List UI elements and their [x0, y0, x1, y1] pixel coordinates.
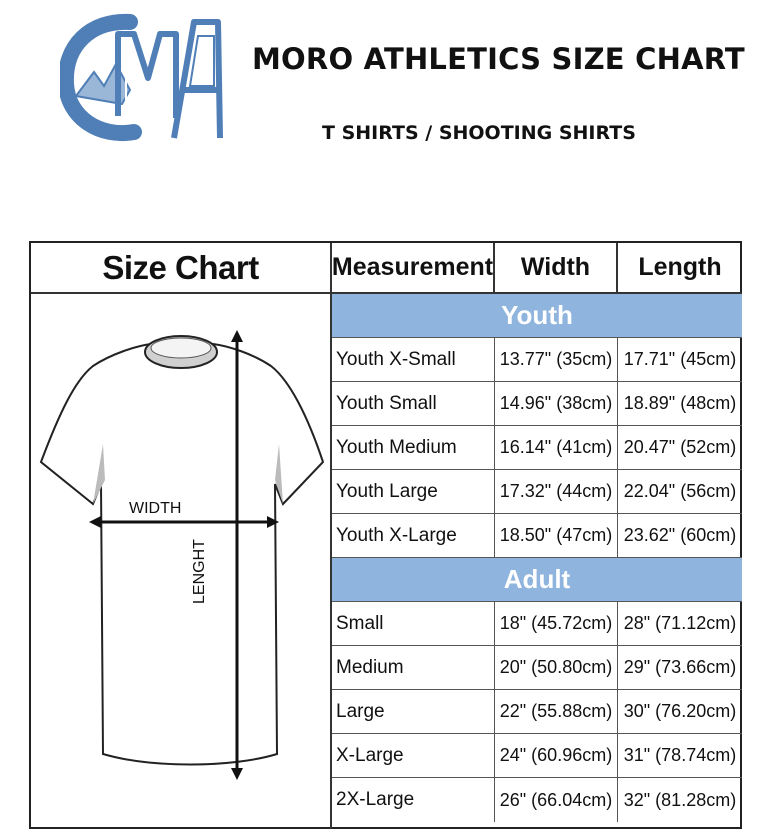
section-header-youth: Youth	[332, 294, 742, 338]
size-length: 18.89" (48cm)	[623, 393, 737, 413]
size-name: Youth Large	[332, 470, 495, 513]
size-width: 14.96" (38cm)	[495, 382, 618, 425]
size-width: 18" (45.72cm)	[495, 602, 618, 645]
size-length: 17.71" (45cm)	[623, 349, 737, 369]
size-width: 18.50" (47cm)	[495, 514, 618, 557]
size-length: 22.04" (56cm)	[623, 481, 737, 501]
size-width: 26" (66.04cm)	[495, 778, 618, 822]
table-row	[332, 338, 742, 382]
size-name: Youth Medium	[332, 426, 495, 469]
size-length: 20.47" (52cm)	[623, 437, 737, 457]
column-header-measurement: Measurement	[332, 243, 495, 292]
size-name: Youth Small	[332, 382, 495, 425]
size-width: 13.77" (35cm)	[495, 338, 618, 381]
size-name: Youth X-Large	[332, 514, 495, 557]
size-chart-title: Size Chart	[31, 243, 332, 294]
size-name: Youth X-Small	[332, 338, 495, 381]
moro-athletics-logo	[60, 6, 230, 156]
size-width: 17.32" (44cm)	[495, 470, 618, 513]
size-length: 29" (73.66cm)	[623, 657, 737, 677]
tshirt-outline	[41, 344, 323, 765]
size-name: X-Large	[332, 734, 495, 777]
page-title: MORO ATHLETICS SIZE CHART	[252, 42, 745, 76]
size-width: 24" (60.96cm)	[495, 734, 618, 777]
size-name: Large	[332, 690, 495, 733]
column-header-length: Length	[638, 253, 722, 281]
table-row	[332, 778, 742, 822]
size-width: 20" (50.80cm)	[495, 646, 618, 689]
size-name: Small	[332, 602, 495, 645]
size-width: 22" (55.88cm)	[495, 690, 618, 733]
page-subtitle: T SHIRTS / SHOOTING SHIRTS	[322, 122, 636, 144]
size-length: 30" (76.20cm)	[623, 701, 737, 721]
length-label: LENGHT	[191, 539, 208, 604]
size-length: 31" (78.74cm)	[623, 745, 737, 765]
size-width: 16.14" (41cm)	[495, 426, 618, 469]
column-header-width: Width	[495, 243, 618, 292]
size-name: Medium	[332, 646, 495, 689]
size-chart	[29, 241, 742, 829]
size-table	[332, 243, 742, 822]
table-header	[332, 243, 742, 294]
tshirt-diagram	[31, 294, 332, 829]
table-row	[332, 514, 742, 558]
section-header-adult: Adult	[332, 558, 742, 602]
size-length: 23.62" (60cm)	[623, 525, 737, 545]
table-row	[332, 734, 742, 778]
size-length: 32" (81.28cm)	[623, 789, 737, 810]
size-name: 2X-Large	[332, 778, 495, 822]
table-row	[332, 470, 742, 514]
table-row	[332, 426, 742, 470]
width-label: WIDTH	[129, 500, 182, 517]
table-row	[332, 602, 742, 646]
table-row	[332, 690, 742, 734]
size-length: 28" (71.12cm)	[623, 613, 737, 633]
table-row	[332, 382, 742, 426]
table-row	[332, 646, 742, 690]
